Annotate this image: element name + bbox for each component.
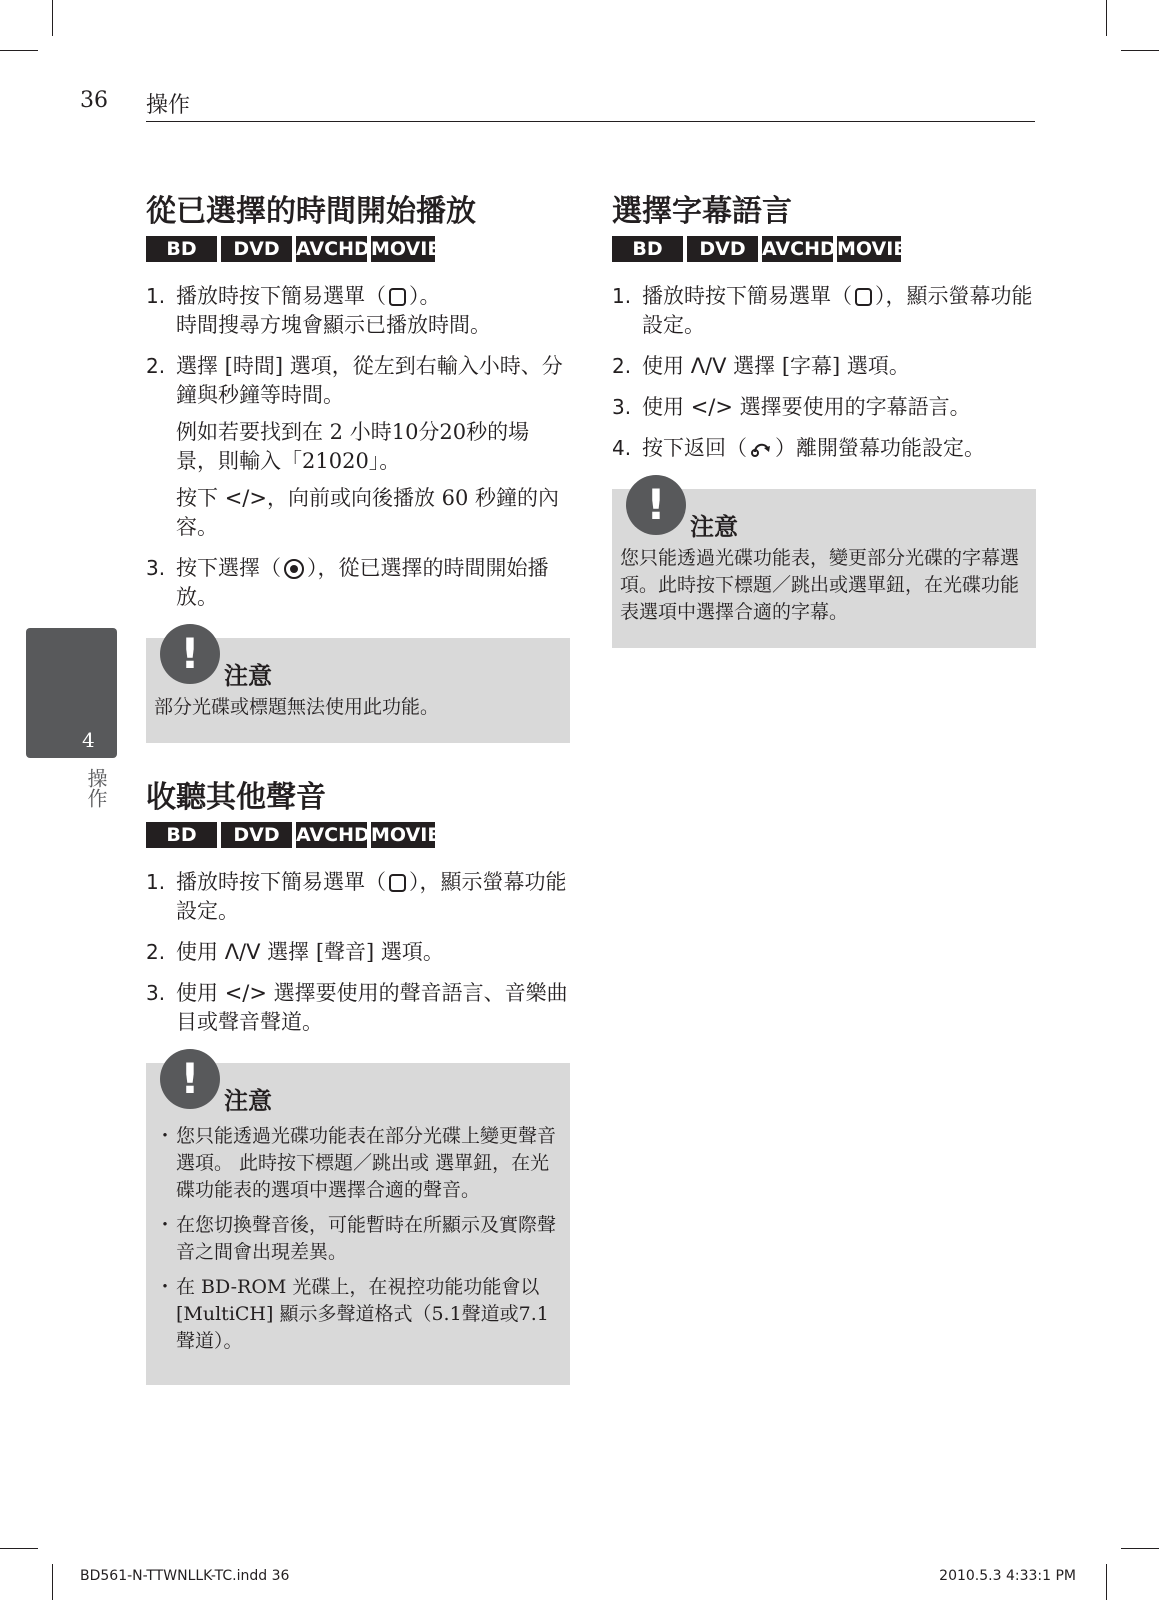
section-listen-other-sound bbox=[146, 778, 570, 1385]
enter-icon bbox=[284, 559, 304, 579]
note-title: 注意 bbox=[690, 513, 738, 541]
step: 3. 使用 </> 選擇要使用的聲音語言、音樂曲目或聲音聲道。 bbox=[146, 981, 568, 1034]
step: 1. 播放時按下簡易選單（ ）。 時間搜尋方塊會顯示已播放時間。 bbox=[146, 284, 491, 337]
footer-timestamp: 2010.5.3 4:33:1 PM bbox=[939, 1568, 1076, 1584]
note-item: ・ 您只能透過光碟功能表在部分光碟上變更聲音選項。 此時按下標題／跳出或 選單鈕，在光碟功能表的選項中選擇合適的聲音。 bbox=[155, 1125, 557, 1201]
badge-movie: MOVIE bbox=[371, 824, 441, 846]
section-play-from-time bbox=[146, 192, 570, 743]
left-right-key: </> bbox=[224, 981, 267, 1005]
crop-mark bbox=[1121, 50, 1159, 51]
chapter-number: 4 bbox=[82, 728, 95, 752]
crop-mark bbox=[52, 0, 53, 36]
note-title: 注意 bbox=[224, 1087, 272, 1115]
crop-mark bbox=[1121, 1548, 1159, 1549]
badge-bd: BD bbox=[146, 822, 217, 848]
step: 2. 使用 Λ/V 選擇 [字幕] 選項。 bbox=[612, 354, 910, 378]
badge-bd: BD bbox=[146, 236, 217, 262]
header-rule bbox=[146, 121, 1035, 122]
crop-mark bbox=[0, 1548, 38, 1549]
exclamation-icon: ! bbox=[160, 624, 220, 684]
badge-movie: MOVIE bbox=[371, 238, 441, 260]
step: 1. 播放時按下簡易選單（ ），顯示螢幕功能設定。 bbox=[146, 870, 567, 923]
up-down-key: Λ/V bbox=[224, 940, 261, 964]
info-menu-icon bbox=[389, 288, 406, 306]
steps-list bbox=[612, 282, 1036, 463]
steps-list bbox=[146, 868, 570, 1037]
section-title: 收聽其他聲音 bbox=[146, 780, 326, 815]
section-title: 選擇字幕語言 bbox=[612, 194, 792, 229]
crop-mark bbox=[1106, 1564, 1107, 1600]
left-right-key: </> bbox=[690, 395, 733, 419]
chapter-label: 操作 bbox=[84, 768, 108, 808]
footer-filename: BD561-N-TTWNLLK-TC.indd 36 bbox=[80, 1568, 290, 1584]
badge-dvd: DVD bbox=[221, 822, 292, 848]
page-header-title: 操作 bbox=[146, 93, 191, 118]
exclamation-icon: ! bbox=[160, 1049, 220, 1109]
badge-dvd: DVD bbox=[221, 236, 292, 262]
section-select-subtitle bbox=[612, 192, 1036, 648]
steps-list bbox=[146, 282, 570, 612]
note-text: 部分光碟或標題無法使用此功能。 bbox=[154, 696, 440, 718]
badge-avchd: AVCHD bbox=[296, 238, 370, 260]
step: 3. 按下選擇（ ），從已選擇的時間開始播放。 bbox=[146, 556, 549, 609]
page-number: 36 bbox=[80, 88, 108, 113]
step: 3. 使用 </> 選擇要使用的字幕語言。 bbox=[612, 395, 971, 419]
step: 4. 按下返回（ ）離開螢幕功能設定。 bbox=[612, 436, 985, 460]
note-item: ・ 在 BD-ROM 光碟上，在視控功能功能會以 [MultiCH] 顯示多聲道格式（5.1聲道或7.1聲道）。 bbox=[155, 1276, 549, 1352]
crop-mark bbox=[0, 50, 38, 51]
step: 2. 使用 Λ/V 選擇 [聲音] 選項。 bbox=[146, 940, 444, 964]
badge-dvd: DVD bbox=[687, 236, 758, 262]
crop-mark bbox=[1106, 0, 1107, 36]
note-box bbox=[146, 1054, 570, 1385]
note-box bbox=[146, 629, 570, 743]
badge-movie: MOVIE bbox=[837, 238, 907, 260]
note-box bbox=[612, 480, 1036, 648]
step: 2. 選擇 [時間] 選項，從左到右輸入小時、分鐘與秒鐘等時間。 例如若要找到在 2 小時10分20秒的場景，則輸入「21020」。 按下 </>，向前或向後播放 60 秒鐘的內容。 bbox=[146, 354, 563, 539]
info-menu-icon bbox=[855, 288, 872, 306]
return-icon bbox=[750, 440, 772, 458]
up-down-key: Λ/V bbox=[690, 354, 727, 378]
chapter-tab bbox=[26, 628, 117, 758]
exclamation-icon: ! bbox=[626, 475, 686, 535]
crop-mark bbox=[52, 1564, 53, 1600]
step: 1. 播放時按下簡易選單（ ），顯示螢幕功能設定。 bbox=[612, 284, 1033, 337]
badge-bd: BD bbox=[612, 236, 683, 262]
disc-badges bbox=[612, 236, 1036, 262]
disc-badges bbox=[146, 236, 570, 262]
left-right-key: </> bbox=[224, 486, 267, 510]
info-menu-icon bbox=[389, 874, 406, 892]
disc-badges bbox=[146, 822, 570, 848]
section-title: 從已選擇的時間開始播放 bbox=[146, 194, 476, 229]
badge-avchd: AVCHD bbox=[762, 238, 836, 260]
note-list bbox=[154, 1123, 562, 1355]
badge-avchd: AVCHD bbox=[296, 824, 370, 846]
note-title: 注意 bbox=[224, 662, 272, 690]
note-text: 您只能透過光碟功能表，變更部分光碟的字幕選項。此時按下標題／跳出或選單鈕，在光碟功能表選項中選擇合適的字幕。 bbox=[620, 547, 1020, 623]
note-item: ・ 在您切換聲音後，可能暫時在所顯示及實際聲音之間會出現差異。 bbox=[155, 1214, 557, 1263]
